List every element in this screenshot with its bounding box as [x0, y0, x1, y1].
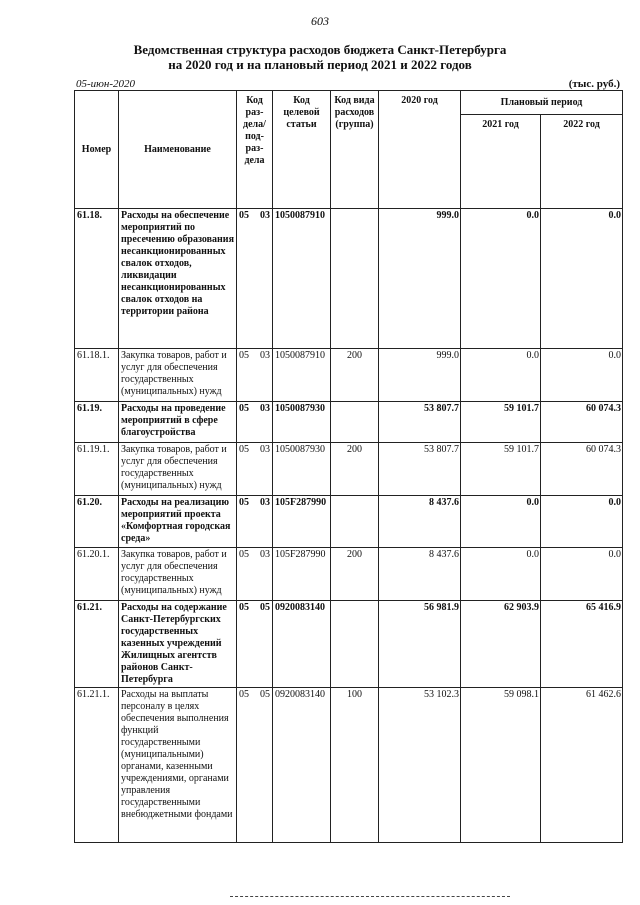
table-row [75, 209, 623, 349]
row-number: 61.18. [75, 209, 119, 349]
title-line-1: Ведомственная структура расходов бюджета Санкт-Петербурга [133, 42, 507, 57]
row-section: 05 [239, 403, 249, 414]
expenses-table-container [74, 90, 622, 843]
row-name: Закупка товаров, работ и услуг для обеспечения государственных (муниципальных) нужд [119, 548, 237, 601]
row-section: 05 [239, 549, 249, 560]
row-number: 61.18.1. [75, 349, 119, 402]
row-section-code [237, 548, 273, 601]
row-subsection: 03 [260, 549, 270, 560]
row-name: Расходы на содержание Санкт-Петербургских государственных казенных учреждений Жилищных агентств районов Санкт-Петербурга [119, 601, 237, 688]
header-expense-type: Код вида расходов (группа) [331, 91, 379, 209]
document-title [0, 42, 640, 72]
row-section: 05 [239, 444, 249, 455]
row-amount-2021: 59 101.7 [461, 402, 541, 443]
table-row [75, 548, 623, 601]
row-amount-2021: 0.0 [461, 349, 541, 402]
table-row [75, 349, 623, 402]
row-name: Расходы на реализацию мероприятий проекта «Комфортная городская среда» [119, 496, 237, 548]
table-row [75, 688, 623, 843]
title-line-2: на 2020 год и на плановый период 2021 и 2022 годов [168, 57, 472, 72]
row-section: 05 [239, 602, 249, 613]
row-target-code: 1050087910 [273, 209, 331, 349]
table-row [75, 402, 623, 443]
document-date: 05-июн-2020 [76, 78, 136, 90]
units-label: (тыс. руб.) [568, 78, 620, 90]
header-name: Наименование [119, 91, 237, 209]
row-expense-type-code [331, 496, 379, 548]
row-section-code [237, 209, 273, 349]
row-section: 05 [239, 689, 249, 700]
row-section-code [237, 349, 273, 402]
row-expense-type-code: 200 [331, 548, 379, 601]
row-amount-2021: 0.0 [461, 496, 541, 548]
row-number: 61.19.1. [75, 443, 119, 496]
row-number: 61.21.1. [75, 688, 119, 843]
header-section: Код раз-дела/ под-раз-дела [237, 91, 273, 209]
row-amount-2020: 8 437.6 [379, 548, 461, 601]
row-amount-2020: 53 807.7 [379, 443, 461, 496]
row-target-code: 1050087910 [273, 349, 331, 402]
row-target-code: 105F287990 [273, 496, 331, 548]
row-amount-2020: 999.0 [379, 349, 461, 402]
row-target-code: 0920083140 [273, 688, 331, 843]
row-target-code: 1050087930 [273, 443, 331, 496]
row-expense-type-code [331, 209, 379, 349]
row-section: 05 [239, 210, 249, 221]
row-number: 61.20.1. [75, 548, 119, 601]
row-section: 05 [239, 350, 249, 361]
row-name: Расходы на проведение мероприятий в сфере благоустройства [119, 402, 237, 443]
row-expense-type-code: 200 [331, 443, 379, 496]
row-target-code: 105F287990 [273, 548, 331, 601]
expenses-table [74, 90, 623, 843]
row-section-code [237, 443, 273, 496]
row-subsection: 03 [260, 350, 270, 361]
row-amount-2021: 0.0 [461, 209, 541, 349]
row-amount-2020: 56 981.9 [379, 601, 461, 688]
row-target-code: 1050087930 [273, 402, 331, 443]
header-2022: 2022 год [541, 115, 623, 209]
table-body [75, 209, 623, 843]
row-amount-2022: 0.0 [541, 209, 623, 349]
row-subsection: 05 [260, 689, 270, 700]
header-2020: 2020 год [379, 91, 461, 209]
row-amount-2022: 61 462.6 [541, 688, 623, 843]
row-amount-2022: 60 074.3 [541, 402, 623, 443]
header-target: Код целевой статьи [273, 91, 331, 209]
row-amount-2021: 59 101.7 [461, 443, 541, 496]
row-amount-2021: 0.0 [461, 548, 541, 601]
row-expense-type-code: 200 [331, 349, 379, 402]
row-name: Расходы на обеспечение мероприятий по пресечению образования несанкционированных свалок отходов, ликвидации несанкционированных свалок отходов на территории района [119, 209, 237, 349]
row-amount-2022: 0.0 [541, 349, 623, 402]
row-number: 61.21. [75, 601, 119, 688]
header-number: Номер [75, 91, 119, 209]
table-row [75, 443, 623, 496]
row-name: Закупка товаров, работ и услуг для обеспечения государственных (муниципальных) нужд [119, 443, 237, 496]
row-subsection: 03 [260, 403, 270, 414]
row-amount-2022: 0.0 [541, 496, 623, 548]
row-subsection: 03 [260, 444, 270, 455]
row-subsection: 03 [260, 497, 270, 508]
header-2021: 2021 год [461, 115, 541, 209]
row-section-code [237, 688, 273, 843]
row-target-code: 0920083140 [273, 601, 331, 688]
table-row [75, 496, 623, 548]
row-section: 05 [239, 497, 249, 508]
row-amount-2022: 0.0 [541, 548, 623, 601]
footer-divider [230, 896, 510, 898]
table-row [75, 601, 623, 688]
row-amount-2020: 999.0 [379, 209, 461, 349]
row-expense-type-code [331, 402, 379, 443]
row-expense-type-code [331, 601, 379, 688]
row-section-code [237, 601, 273, 688]
row-amount-2021: 59 098.1 [461, 688, 541, 843]
row-subsection: 05 [260, 602, 270, 613]
page-number: 603 [311, 14, 329, 28]
row-amount-2020: 53 102.3 [379, 688, 461, 843]
row-section-code [237, 496, 273, 548]
row-subsection: 03 [260, 210, 270, 221]
row-amount-2021: 62 903.9 [461, 601, 541, 688]
row-amount-2022: 65 416.9 [541, 601, 623, 688]
row-name: Расходы на выплаты персоналу в целях обеспечения выполнения функций государственными (муниципальными) органами, казенными учреждениями, органами управления государственными внебюджетными фондами [119, 688, 237, 843]
row-number: 61.20. [75, 496, 119, 548]
row-amount-2020: 53 807.7 [379, 402, 461, 443]
header-planned-period: Плановый период [461, 91, 623, 115]
row-number: 61.19. [75, 402, 119, 443]
row-section-code [237, 402, 273, 443]
row-amount-2022: 60 074.3 [541, 443, 623, 496]
row-name: Закупка товаров, работ и услуг для обеспечения государственных (муниципальных) нужд [119, 349, 237, 402]
row-amount-2020: 8 437.6 [379, 496, 461, 548]
row-expense-type-code: 100 [331, 688, 379, 843]
